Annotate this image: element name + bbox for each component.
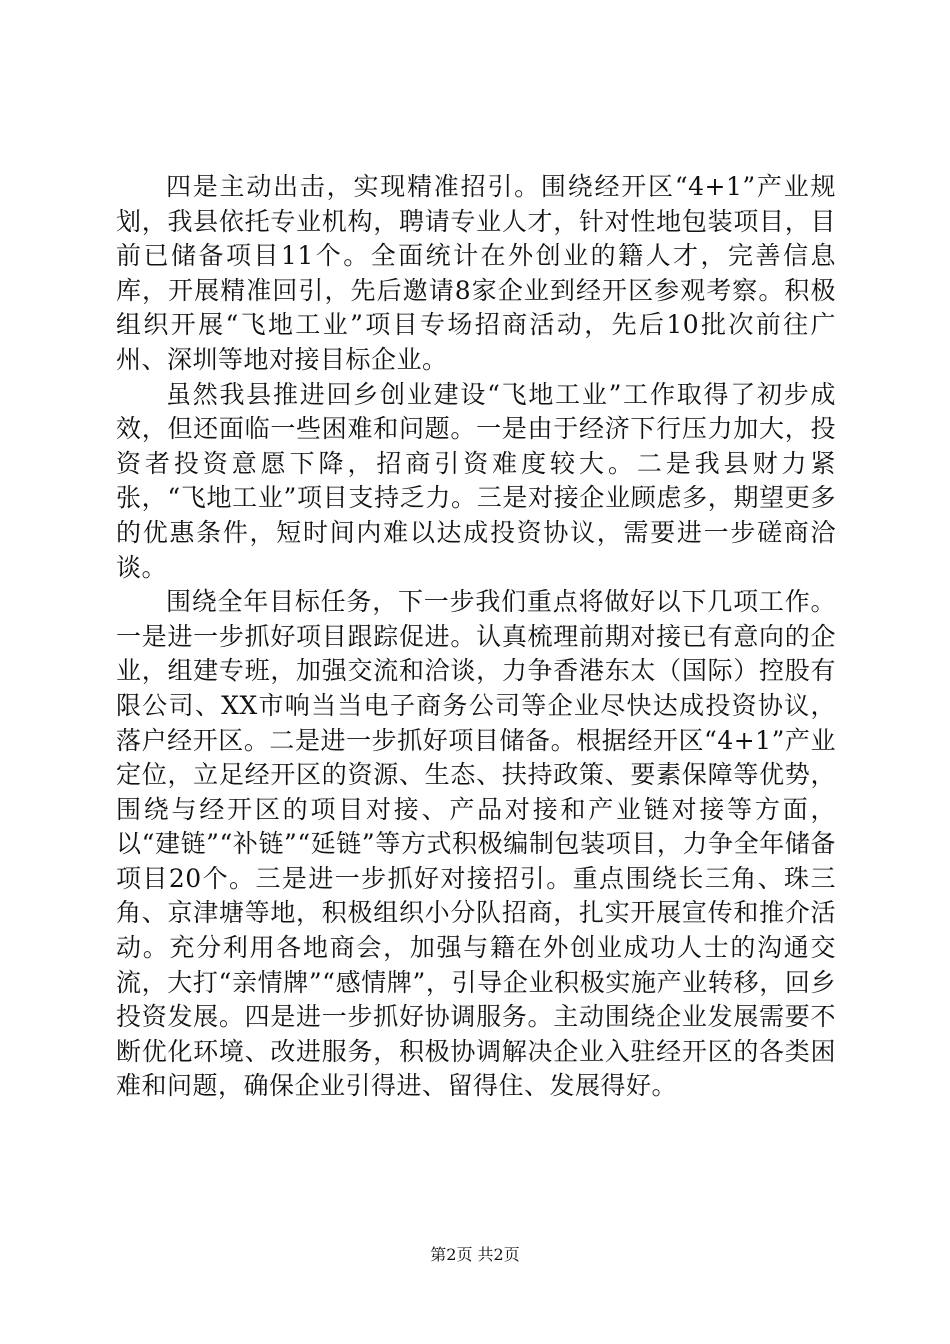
paragraph-next-steps: 围绕全年目标任务，下一步我们重点将做好以下几项工作。一是进一步抓好项目跟踪促进。认真梳理前期对接已有意向的企业，组建专班，加强交流和洽谈，力争香港东太（国际）控股有限公司、XX市响当当电子商务公司等企业尽快达成投资协议，落户经开区。二是进一步抓好项目储备。根据经开区“4+1”产业定位，立足经开区的资源、生态、扶持政策、要素保障等优势，围绕与经开区的项目对接、产品对接和产业链对接等方面，以“建链”“补链”“延链”等方式积极编制包装项目，力争全年储备项目20个。三是进一步抓好对接招引。重点围绕长三角、珠三角、京津塘等地，积极组织小分队招商，扎实开展宣传和推介活动。充分利用各地商会，加强与籍在外创业成功人士的沟通交流，大打“亲情牌”“感情牌”，引导企业积极实施产业转移，回乡投资发展。四是进一步抓好协调服务。主动围绕企业发展需要不断优化环境、改进服务，积极协调解决企业入驻经开区的各类困难和问题，确保企业引得进、留得住、发展得好。 [116,587,836,1101]
page-number-footer: 第2页 共2页 [430,1245,520,1264]
document-body [116,170,836,1104]
paragraph-difficulties: 虽然我县推进回乡创业建设“飞地工业”工作取得了初步成效，但还面临一些困难和问题。一是由于经济下行压力加大，投资者投资意愿下降，招商引资难度较大。二是我县财力紧张，“飞地工业”项目支持乏力。三是对接企业顾虑多，期望更多的优惠条件，短时间内难以达成投资协议，需要进一步磋商洽谈。 [116,379,836,582]
paragraph-precise-attraction: 四是主动出击，实现精准招引。围绕经开区“4+1”产业规划，我县依托专业机构，聘请专业人才，针对性地包装项目，目前已储备项目11个。全面统计在外创业的籍人才，完善信息库，开展精准回引，先后邀请8家企业到经开区参观考察。积极组织开展“飞地工业”项目专场招商活动，先后10批次前往广州、深圳等地对接目标企业。 [116,172,836,374]
